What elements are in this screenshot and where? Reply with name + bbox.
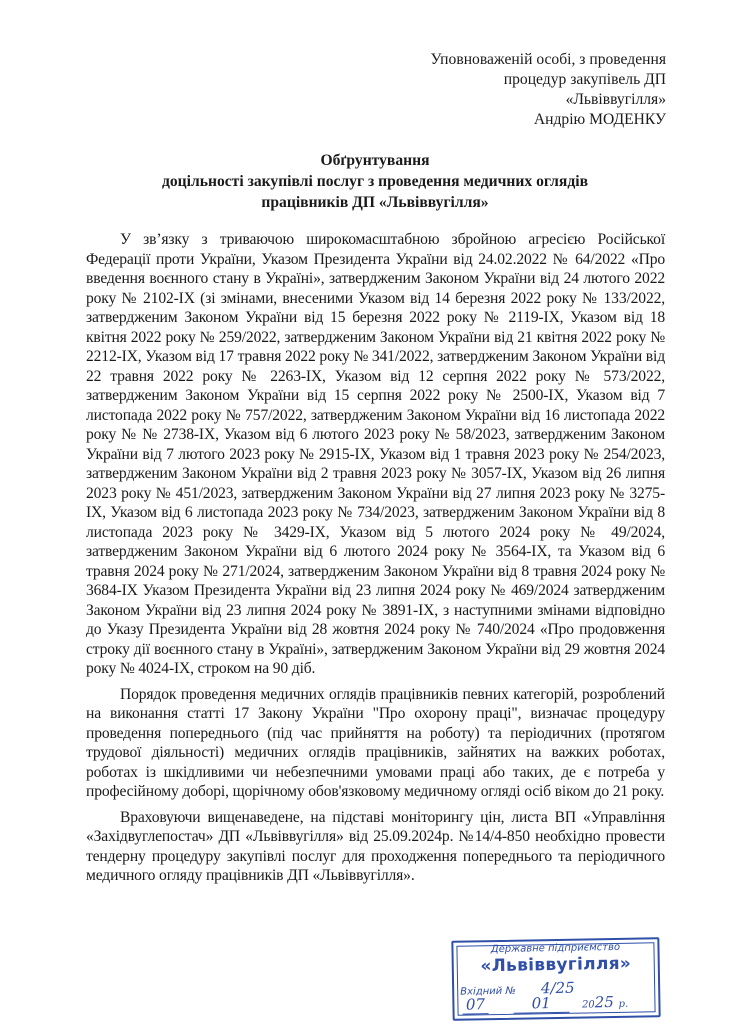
stamp-date-row (462, 993, 628, 1015)
stamp-year-suffix: 25 (594, 992, 614, 1012)
stamp-incoming-label: Вхідний № (460, 985, 516, 998)
title-line: працівників ДП «Львіввугілля» (261, 194, 489, 211)
paragraph-conclusion: Враховуючи вищенаведене, на підставі моніторингу цін, листа ВП «Управління «Західвуглепостач» ДП «Львіввугілля» від 25.09.2024р. №14/4-850 необхідно провести тендерну процедуру закупівлі послуг для проходження попереднього та періодичного медичного огляду працівників ДП «Львіввугілля». (86, 808, 665, 884)
document-title (60, 150, 690, 213)
stamp-year-unit: р. (618, 998, 629, 1010)
registration-stamp (451, 937, 660, 1021)
addressee-name: Андрію МОДЕНКУ (533, 111, 666, 128)
title-line: Обґрунтування (320, 152, 430, 169)
paragraph-martial-law: У зв’язку з триваючою широкомасштабною збройною агресією Російської Федерації проти України, Указом Президента України від 24.02.2022 № 64/2022 «Про введення воєнного стану в Україні», затвердженим Законом України від 24 лютого 2022 року № 2102-IX (зі змінами, внесеними Указом від 14 березня 2022 року № 133/2022, затвердженим Законом України від 15 березня 2022 року № 2119-IX, Указом від 18 квітня 2022 року № 259/2022, затвердженим Законом України від 21 квітня 2022 року № 2212-IX, Указом від 17 травня 2022 року № 341/2022, затвердженим Законом України від 22 травня 2022 року № 2263-IX, Указом від 12 серпня 2022 року № 573/2022, затвердженим Законом України від 15 серпня 2022 року № 2500-IX, Указом від 7 листопада 2022 року № 757/2022, затвердженим Законом України від 16 листопада 2022 року № № 2738-IX, Указом від 6 лютого 2023 року № 58/2023, затвердженим Законом України від 7 лютого 2023 року № 2915-IX, Указом від 1 травня 2023 року № 254/2023, затвердженим Законом України від 2 травня 2023 року № 3057-IX, Указом від 26 липня 2023 року № 451/2023, затвердженим Законом України від 27 липня 2023 року № 3275-IX, Указом від 6 листопада 2023 року № 734/2023, затвердженим Законом України від 8 листопада 2023 року № 3429-IX, Указом від 5 лютого 2024 року № 49/2024, затвердженим Законом України від 6 лютого 2024 року № 3564-IX, та Указом від 6 травня 2024 року № 271/2024, затвердженим Законом України від 8 травня 2024 року № 3684-IX Указом Президента України від 23 липня 2024 року № 469/2024 затвердженим Законом України від 23 липня 2024 року № 3891-IX, з наступними змінами відповідно до Указу Президента України від 28 жовтня 2024 року № 740/2024 «Про продовження строку дії воєнного стану в Україні», затвердженим Законом України від 29 жовтня 2024 року № 4024-IX, строком на 90 діб. (86, 231, 665, 677)
addressee-line: «Львіввугілля» (565, 91, 666, 108)
stamp-date-day: 07 (462, 995, 488, 1014)
stamp-year-prefix: 20 (581, 999, 595, 1011)
addressee-line: процедур закупівель ДП (503, 71, 666, 88)
addressee-block (431, 50, 666, 130)
stamp-date-month: 01 (513, 994, 569, 1014)
paragraph-medical-procedure: Порядок проведення медичних оглядів працівників певних категорій, розроблений на виконання статті 17 Закону України "Про охорону праці", визначає процедуру проведення попереднього (під час прийняття на роботу) та періодичних (протягом трудової діяльності) медичних оглядів працівників, зайнятих на важких роботах, роботах із шкідливими чи небезпечними умовами праці або таких, де є потреба у професійному доборі, щорічному обов'язковому медичному огляді осіб віком до 21 року. (86, 685, 665, 800)
title-line: доцільності закупівлі послуг з проведення медичних оглядів (161, 173, 589, 190)
stamp-header: Державне підприємство (490, 941, 621, 956)
stamp-organization-name: «Львіввугілля» (480, 953, 632, 977)
stamp-incoming-number: 4/25 (540, 978, 575, 998)
document-body (86, 230, 665, 886)
addressee-line: Уповноваженій особі, з проведення (430, 51, 666, 68)
